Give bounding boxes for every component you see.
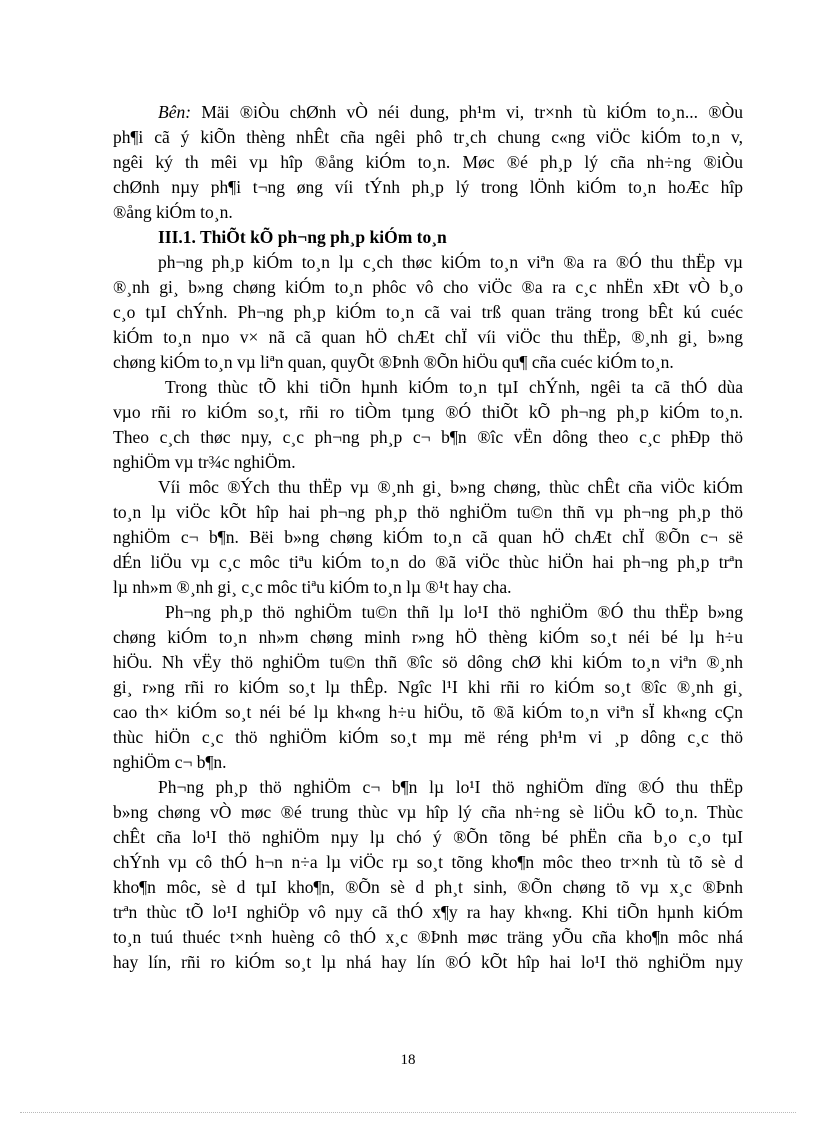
paragraph-6-line-6: trªn thùc tÕ lo¹I nghiÖp vô nµy cã thÓ x¶y ra hay kh«ng. Khi tiÕn hµnh kiÓm bbox=[113, 902, 743, 922]
paragraph-6-line-5: kho¶n môc, sè d tµI kho¶n, ®Õn sè d ph¸t sinh, ®Õn chøng tõ vµ x¸c ®Þnh bbox=[113, 877, 743, 897]
paragraph-6-line-3: chÊt cña lo¹I thö nghiÖm nµy lµ chó ý ®Õn tõng bé phËn cña b¸o c¸o tµI bbox=[113, 827, 743, 847]
paragraph-5-line-3: hiÖu. Nh vËy thö nghiÖm tu©n thñ ®îc sö dông chØ khi kiÓm to¸n viªn ®¸nh bbox=[113, 652, 743, 672]
paragraph-4-line-1: Víi môc ®Ých thu thËp vµ ®¸nh gi¸ b»ng chøng, thùc chÊt cña viÖc kiÓm bbox=[158, 477, 743, 497]
paragraph-3-line-4: nghiÖm vµ tr¾c nghiÖm. bbox=[113, 452, 296, 472]
paragraph-5-line-5: cao th× kiÓm so¸t néi bé lµ kh«ng h÷u hiÖu, tõ ®ã kiÓm to¸n viªn sÏ kh«ng cÇn bbox=[113, 702, 743, 722]
paragraph-1-line-1 bbox=[113, 100, 743, 125]
paragraph-6-line-8: hay lín, rñi ro kiÓm so¸t lµ nhá hay lín ®Ó kÕt hîp hai lo¹I thö nghiÖm nµy bbox=[113, 952, 743, 972]
page-body bbox=[113, 100, 743, 975]
paragraph-6-line-1: Ph¬ng ph¸p thö nghiÖm c¬ b¶n lµ lo¹I thö nghiÖm dïng ®Ó thu thËp bbox=[158, 777, 743, 797]
paragraph-2-line-2: ®¸nh gi¸ b»ng chøng kiÓm to¸n phôc vô cho viÖc ®a ra c¸c nhËn xÐt vÒ b¸o bbox=[113, 277, 743, 297]
paragraph-1-line-3: ngêi ký th mêi vµ hîp ®ång kiÓm to¸n. Møc ®é ph¸p lý cña nh÷ng ®iÒu bbox=[113, 152, 743, 172]
paragraph-2-line-3: c¸o tµI chÝnh. Ph¬ng ph¸p kiÓm to¸n cã vai trß quan träng trong bÊt kú cuéc bbox=[113, 302, 743, 322]
page-bottom-rule bbox=[20, 1112, 796, 1113]
paragraph-5-line-2: chøng kiÓm to¸n nh»m chøng minh r»ng hÖ thèng kiÓm so¸t néi bé lµ h÷u bbox=[113, 627, 743, 647]
paragraph-3-line-1: Trong thùc tÕ khi tiÕn hµnh kiÓm to¸n tµI chÝnh, ngêi ta cã thÓ dùa bbox=[165, 377, 743, 397]
paragraph-2-line-1: ph¬ng ph¸p kiÓm to¸n lµ c¸ch thøc kiÓm to¸n viªn ®a ra ®Ó thu thËp vµ bbox=[158, 252, 743, 272]
paragraph-5-line-6: thùc hiÖn c¸c thö nghiÖm kiÓm so¸t mµ më réng ph¹m vi ¸p dông c¸c thö bbox=[113, 727, 743, 747]
paragraph-1-line-4: chØnh nµy ph¶i t¬ng øng víi tÝnh ph¸p lý trong lÖnh kiÓm to¸n hoÆc hîp bbox=[113, 177, 743, 197]
paragraph-4-line-2: to¸n lµ viÖc kÕt hîp hai ph¬ng ph¸p thö nghiÖm tu©n thñ vµ ph¬ng ph¸p thö bbox=[113, 502, 743, 522]
paragraph-4-line-4: dÉn liÖu vµ c¸c môc tiªu kiÓm to¸n do ®ã viÖc thùc hiÖn hai ph¬ng ph¸p trªn bbox=[113, 552, 743, 572]
paragraph-3-line-3: Theo c¸ch thøc nµy, c¸c ph¬ng ph¸p c¬ b¶n ®îc vËn dông theo c¸c phÐp thö bbox=[113, 427, 743, 447]
paragraph-1-line-2: ph¶i cã ý kiÕn thèng nhÊt cña ngêi phô tr¸ch chung c«ng viÖc kiÓm to¸n v, bbox=[113, 127, 743, 147]
paragraph-2-line-4: kiÓm to¸n nµo v× nã cã quan hÖ chÆt chÏ víi viÖc thu thËp, ®¸nh gi¸ b»ng bbox=[113, 327, 743, 347]
paragraph-2-line-5: chøng kiÓm to¸n vµ liªn quan, quyÕt ®Þnh ®Õn hiÖu qu¶ cña cuéc kiÓm to¸n. bbox=[113, 352, 674, 372]
paragraph-6-line-4: chÝnh vµ cô thÓ h¬n n÷a lµ viÖc rµ so¸t tõng kho¶n môc theo tr×nh tù tõ sè d bbox=[113, 852, 743, 872]
paragraph-5-line-7: nghiÖm c¬ b¶n. bbox=[113, 752, 227, 772]
paragraph-6-line-2: b»ng chøng vÒ møc ®é trung thùc vµ hîp lý cña nh÷ng sè liÖu kÕ to¸n. Thùc bbox=[113, 802, 743, 822]
paragraph-1-line-5: ®ång kiÓm to¸n. bbox=[113, 202, 233, 222]
paragraph-3-line-2: vµo rñi ro kiÓm so¸t, rñi ro tiÒm tµng ®Ó thiÕt kÕ ph¬ng ph¸p kiÓm to¸n. bbox=[113, 402, 743, 422]
section-heading: III.1. ThiÕt kÕ ph¬ng ph¸p kiÓm to¸n bbox=[158, 227, 447, 247]
page-number: 18 bbox=[400, 1052, 416, 1068]
paragraph-5-line-1: Ph¬ng ph¸p thö nghiÖm tu©n thñ lµ lo¹I thö nghiÖm ®Ó thu thËp b»ng bbox=[165, 602, 743, 622]
paragraph-1-line-1-text: Mäi ®iÒu chØnh vÒ néi dung, ph¹m vi, tr×nh tù kiÓm to¸n... ®Òu bbox=[191, 102, 743, 122]
paragraph-4-line-3: nghiÖm c¬ b¶n. Bëi b»ng chøng kiÓm to¸n cã quan hÖ chÆt chÏ ®Õn c¬ së bbox=[113, 527, 743, 547]
paragraph-6-line-7: to¸n tuú thuéc t×nh huèng cô thÓ x¸c ®Þnh møc träng yÕu cña kho¶n môc nhá bbox=[113, 927, 743, 947]
paragraph-4-line-5: lµ nh»m ®¸nh gi¸ c¸c môc tiªu kiÓm to¸n lµ ®¹t hay cha. bbox=[113, 577, 512, 597]
paragraph-1-lead: Bên: bbox=[158, 102, 192, 122]
paragraph-5-line-4: gi¸ r»ng rñi ro kiÓm so¸t lµ thÊp. Ngîc l¹I khi rñi ro kiÓm so¸t ®îc ®¸nh gi¸ bbox=[113, 677, 743, 697]
